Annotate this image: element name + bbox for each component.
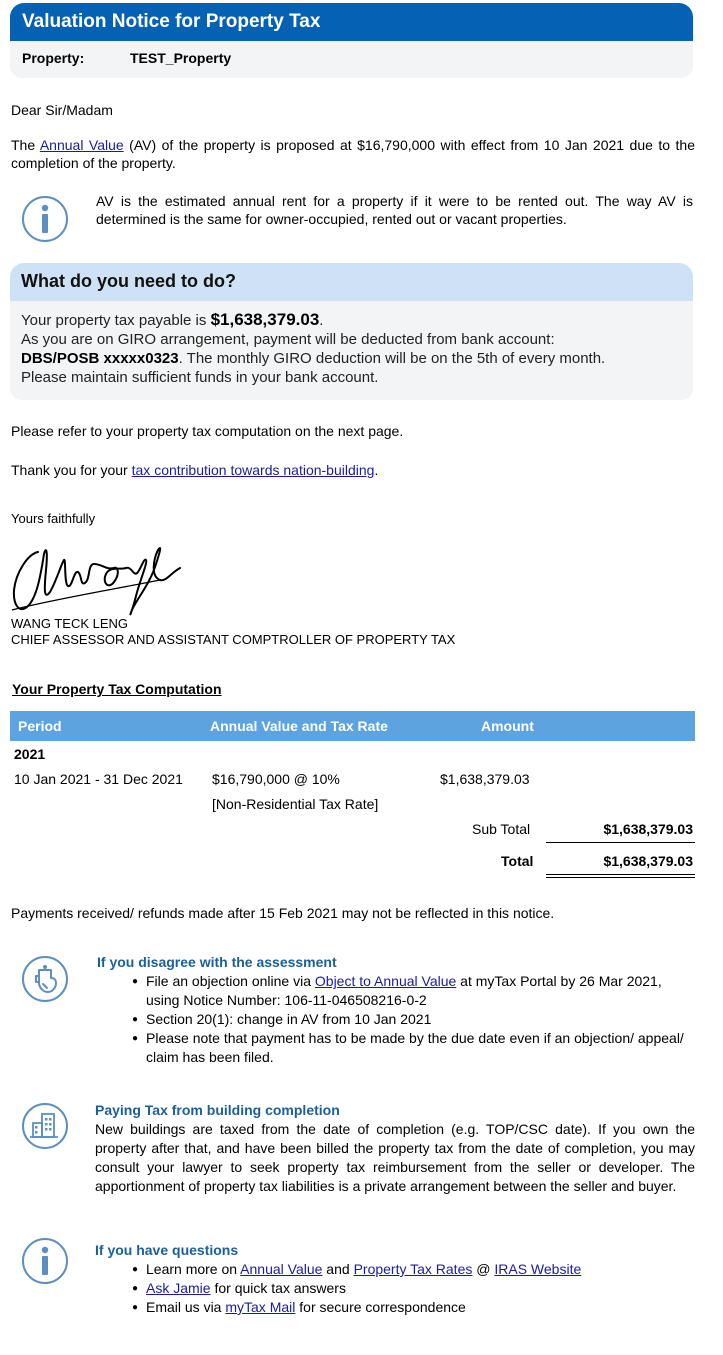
refer-text: Please refer to your property tax computation on the next page. bbox=[11, 423, 404, 439]
building-title: Paying Tax from building completion bbox=[95, 1102, 340, 1118]
payable-amount: $1,638,379.03 bbox=[210, 310, 320, 329]
disagree-title: If you disagree with the assessment bbox=[97, 954, 337, 970]
property-row bbox=[10, 41, 693, 78]
total-label: Total bbox=[501, 853, 534, 869]
total-rule-1 bbox=[546, 874, 695, 875]
disagree-section bbox=[95, 953, 695, 1067]
payable-line bbox=[21, 310, 682, 330]
subtotal-rule bbox=[546, 842, 695, 843]
thanks-pre: Thank you for your bbox=[11, 462, 132, 478]
bank-line bbox=[21, 349, 682, 368]
property-tax-rates-link[interactable]: Property Tax Rates bbox=[353, 1261, 473, 1277]
questions-list bbox=[95, 1260, 695, 1317]
disagree-item-objection bbox=[95, 972, 695, 1010]
nation-building-link[interactable]: tax contribution towards nation-building bbox=[131, 462, 375, 478]
col-av-rate: Annual Value and Tax Rate bbox=[210, 718, 388, 734]
learn-pre: Learn more on bbox=[146, 1261, 241, 1277]
objection-pre: File an objection online via bbox=[146, 973, 315, 989]
questions-section bbox=[95, 1241, 695, 1317]
rate-type-cell: [Non-Residential Tax Rate] bbox=[212, 796, 379, 812]
mail-post: for secure correspondence bbox=[295, 1299, 466, 1315]
iras-website-link[interactable]: IRAS Website bbox=[494, 1261, 582, 1277]
objection-post: at myTax Portal by 26 Mar 2021, using Notice Number: 106-11-046508216-0-2 bbox=[146, 973, 662, 1008]
signatory-name: WANG TECK LENG bbox=[11, 616, 129, 631]
questions-title: If you have questions bbox=[95, 1242, 239, 1258]
annual-value-info-link[interactable]: Annual Value bbox=[240, 1261, 323, 1277]
av-text-pre: The bbox=[11, 137, 40, 153]
av-info-box bbox=[10, 186, 693, 246]
building-section bbox=[95, 1101, 695, 1196]
disagree-list bbox=[95, 972, 695, 1067]
thanks-line bbox=[11, 461, 695, 479]
giro-deduction: . The monthly GIRO deduction will be on the 5th of every month. bbox=[178, 350, 606, 367]
objection-hand-icon bbox=[20, 954, 70, 1007]
computation-table-header bbox=[10, 711, 695, 741]
av-info-text: AV is the estimated annual rent for a property if it were to be rented out. The way AV is determined is the same for owner-occupied, rented out or vacant properties. bbox=[96, 193, 693, 227]
info-icon-questions bbox=[20, 1236, 70, 1289]
notice-title: Valuation Notice for Property Tax bbox=[22, 11, 321, 32]
col-amount: Amount bbox=[481, 718, 534, 734]
property-value: TEST_Property bbox=[130, 50, 232, 66]
av-rate-cell: $16,790,000 @ 10% bbox=[212, 771, 340, 787]
col-period: Period bbox=[18, 718, 62, 734]
property-label: Property: bbox=[22, 50, 85, 66]
todo-body bbox=[10, 301, 693, 400]
yours-faithfully: Yours faithfully bbox=[11, 511, 96, 526]
building-icon bbox=[20, 1101, 70, 1154]
year-label: 2021 bbox=[14, 746, 46, 762]
ask-jamie-link[interactable]: Ask Jamie bbox=[146, 1280, 211, 1296]
object-to-annual-value-link[interactable]: Object to Annual Value bbox=[314, 973, 457, 989]
questions-item-learn bbox=[95, 1260, 695, 1279]
av-text-post: (AV) of the property is proposed at $16,790,000 with effect from 10 Jan 2021 due to the completion of the property. bbox=[11, 137, 695, 171]
disagree-item-payment: ● Please note that payment has to be made by the due date even if an objection/ appeal/ claim has been filed. bbox=[95, 1029, 695, 1067]
disagree-item-section: ● Section 20(1): change in AV from 10 Jan 2021 bbox=[95, 1010, 695, 1029]
total-value: $1,638,379.03 bbox=[603, 853, 693, 869]
learn-at: @ bbox=[472, 1261, 495, 1277]
giro-line: As you are on GIRO arrangement, payment will be deducted from bank account: bbox=[21, 331, 555, 348]
bank-account: DBS/POSB xxxxx0323 bbox=[21, 350, 179, 367]
payments-note: Payments received/ refunds made after 15 Feb 2021 may not be reflected in this notice. bbox=[11, 905, 555, 921]
questions-item-mail bbox=[95, 1298, 695, 1317]
payable-post: . bbox=[319, 312, 324, 329]
subtotal-value: $1,638,379.03 bbox=[603, 821, 693, 837]
notice-title-bar bbox=[10, 3, 693, 41]
av-paragraph bbox=[11, 136, 695, 172]
funds-note: Please maintain sufficient funds in your bank account. bbox=[21, 369, 379, 386]
total-rule-2 bbox=[546, 877, 695, 878]
subtotal-label: Sub Total bbox=[472, 821, 531, 837]
period-cell: 10 Jan 2021 - 31 Dec 2021 bbox=[14, 771, 183, 787]
building-text: New buildings are taxed from the date of completion (e.g. TOP/CSC date). If you own the property after that, and have been billed the property tax from the date of completion, you may consult your lawyer to seek property tax reimbursement from the seller or developer. The apportionment of property tax liabilities is a private arrangement between the seller and buyer. bbox=[95, 1121, 695, 1194]
annual-value-link[interactable]: Annual Value bbox=[39, 137, 124, 153]
computation-title: Your Property Tax Computation bbox=[12, 681, 222, 697]
learn-mid: and bbox=[322, 1261, 354, 1277]
questions-item-jamie bbox=[95, 1279, 695, 1298]
jamie-post: for quick tax answers bbox=[210, 1280, 346, 1296]
todo-heading: What do you need to do? bbox=[10, 263, 693, 301]
greeting: Dear Sir/Madam bbox=[11, 102, 113, 118]
signatory-title: CHIEF ASSESSOR AND ASSISTANT COMPTROLLER OF PROPERTY TAX bbox=[11, 632, 456, 647]
thanks-post: . bbox=[374, 462, 379, 478]
signature-image bbox=[10, 540, 185, 623]
amount-cell: $1,638,379.03 bbox=[440, 771, 530, 787]
payable-pre: Your property tax payable is bbox=[21, 312, 211, 329]
info-icon bbox=[20, 195, 70, 246]
mail-pre: Email us via bbox=[146, 1299, 226, 1315]
mytax-mail-link[interactable]: myTax Mail bbox=[225, 1299, 296, 1315]
